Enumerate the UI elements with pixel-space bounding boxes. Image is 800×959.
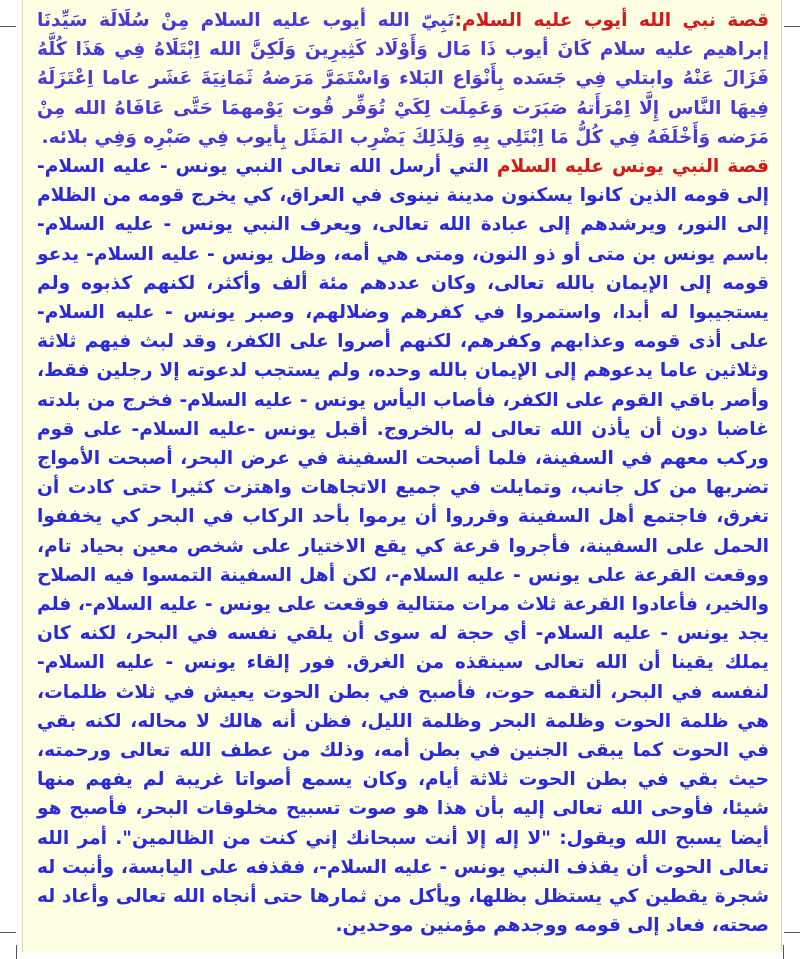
crop-mark-top-left [0, 26, 16, 27]
story-yunus-body: التي أرسل الله تعالى النبي يونس - عليه السلام- إلى قومه الذين كانوا يسكنون مدينة نينوى في العراق، كي يخرج قومه من الظلام إلى النور، ويرشدهم إلى عبادة الله تعالى، ويعرف النبي يونس - عليه السلام- باسم يونس بن متى أو ذو النون، ومتى هي أمه، وظل يونس - عليه السلام- يدعو قومه إلى الإيمان بالله تعالى، وكان عددهم مئة ألف وأكثر، لكنهم كذبوه ولم يستجيبوا له أبدا، واستمروا في كفرهم وضلالهم، وصبر يونس - عليه السلام- على أذى قومه وعذابهم وكفرهم، لكنهم أصروا على الكفر، وقد لبث فيهم ثلاثة وثلاثين عاما يدعوهم إلى الإيمان بالله وحده، ولم يستجب لدعوته إلا رجلين فقط، وأصر باقي القوم على الكفر، فأصاب اليأس يونس - عليه السلام- فخرج من بلدته غاضبا دون أن يأذن الله تعالى له بالخروج. أقبل يونس -عليه السلام- على قوم وركب معهم في السفينة، فلما أصبحت السفينة في عرض البحر، أصبحت الأمواج تضربها من كل جانب، وتمايلت في جميع الاتجاهات واهتزت كثيرا حتى كادت أن تغرق، فاجتمع أهل السفينة وقرروا أن يرموا بأحد الركاب في البحر كي يخففوا الحمل على السفينة، فأجروا قرعة كي يقع الاختيار على شخص معين بحياد تام، ووقعت القرعة على يونس - عليه السلام-، لكن أهل السفينة التمسوا فيه الصلاح والخير، فأعادوا القرعة ثلاث مرات متتالية فوقعت على يونس - عليه السلام-، فلم يجد يونس - عليه السلام- أي حجة له سوى أن يلقي نفسه في البحر، لكنه كان يملك يقينا أن الله تعالى سينقذه من الغرق. فور إلقاء يونس - عليه السلام- لنفسه في البحر، ألتقمه حوت، فأصبح في بطن الحوت يعيش في ثلاث ظلمات، هي ظلمة الحوت وظلمة البحر وظلمة الليل، فظن أنه هالك لا محاله، لكنه بقي في الحوت كما يبقى الجنين في بطن أمه، وذلك من عطف الله تعالى ورحمته، حيث بقي في بطن الحوت ثلاثة أيام، وكان يسمع أصواتا غريبة لم يفهم منها شيئا، فأوحى الله تعالى إليه بأن هذا هو صوت تسبيح مخلوقات البحر، فأصبح هو أيضا يسبح الله ويقول: "لا إله إلا أنت سبحانك إني كنت من الظالمين". أمر الله تعالى الحوت أن يقذف النبي يونس - عليه السلام-، فقذفه على اليابسة، وأنبت له شجرة يقطين كي يستظل بظلها، ويأكل من ثمارها حتى أنجاه الله تعالى وأعاد له صحته، فعاد إلى قومه ووجدهم مؤمنين موحدين. [37, 156, 769, 937]
document-page [22, 0, 782, 952]
crop-mark-bottom-left-vertical [16, 945, 17, 959]
document-text [23, 0, 781, 941]
story-yunus [37, 152, 769, 940]
story-ayoub-body: نَبِيّ الله أيوب عليه السلام مِنْ سُلَالَة سَيِّدنَا إبراهيم عليه سلام كَانَ أيوب ذَا مَال وَأَوْلَاد كَثِيرِينَ وَلَكِنَّ الله اِبْتَلَاهُ فِي هَذَا كُلَّهُ فَزَالَ عَنْهُ وابتلي فِي جَسَده بِأَنْوَاع البَلاء وَاسْتَمَرَّ مَرَضهُ ثَمَانِيَةَ عَشَر عاما اِعْتَزَلَهُ فِيهَا النَّاس إِلَّا اِمْرَأَتهُ صَبَرَت وَعَمِلَت لِكَيْ تُوَفِّر قُوت يَوْمهمَا حَتَّى عَافَاهُ الله مِنْ مَرَضه وَأَخْلَفَهُ فِي كُلُّ مَا اِبْتَلِي بِهِ وَلِذَلِكَ يَضْرِب المَثَل بِأيوب فِي صَبْرِه وَفِي بلائه. [37, 10, 769, 148]
crop-mark-bottom-left [0, 932, 16, 933]
crop-mark-top-right [784, 26, 800, 27]
story-ayoub [37, 6, 769, 152]
story-ayoub-title: قصة نبي الله أيوب عليه السلام: [454, 10, 769, 31]
crop-mark-bottom-right-vertical [783, 945, 784, 959]
crop-mark-bottom-right [784, 932, 800, 933]
story-yunus-title: قصة النبي يونس عليه السلام [496, 156, 769, 178]
